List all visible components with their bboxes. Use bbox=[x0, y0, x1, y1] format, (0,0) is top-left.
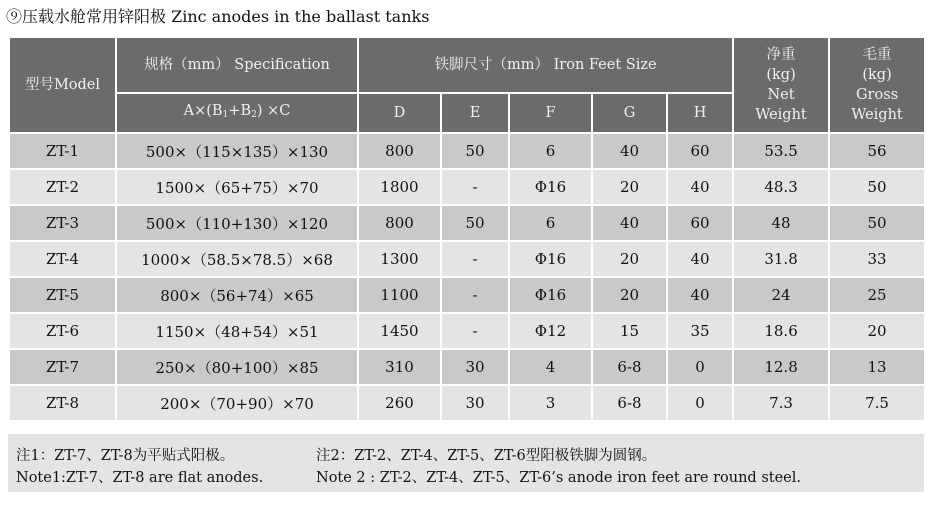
cell-g: 20 bbox=[592, 169, 667, 205]
cell-f: 6 bbox=[509, 205, 592, 241]
table-row bbox=[9, 241, 925, 277]
table-row bbox=[9, 385, 925, 421]
note-1-cn: 注1：ZT-7、ZT-8为平贴式阳极。 bbox=[16, 448, 235, 464]
cell-e: - bbox=[441, 277, 509, 313]
formula-part: ) ×C bbox=[256, 103, 291, 119]
page-title: ⑨压载水舱常用锌阳极 Zinc anodes in the ballast tanks bbox=[6, 7, 430, 26]
cell-g: 15 bbox=[592, 313, 667, 349]
formula-part: A×(B bbox=[183, 103, 223, 119]
cell-h: 0 bbox=[667, 385, 733, 421]
header-gross-weight bbox=[829, 37, 925, 133]
cell-gross-weight: 50 bbox=[829, 205, 925, 241]
cell-model: ZT-8 bbox=[9, 385, 116, 421]
header-gross-line: Weight bbox=[851, 107, 903, 123]
cell-e: - bbox=[441, 241, 509, 277]
header-gross-line: Gross bbox=[855, 87, 899, 103]
cell-model: ZT-2 bbox=[9, 169, 116, 205]
cell-gross-weight: 33 bbox=[829, 241, 925, 277]
header-col-g: G bbox=[592, 93, 667, 133]
cell-d: 1800 bbox=[358, 169, 441, 205]
cell-specification: 800×（56+74）×65 bbox=[116, 277, 358, 313]
formula-part: +B bbox=[228, 103, 252, 119]
header-net-line: Net bbox=[767, 87, 795, 103]
table-row bbox=[9, 313, 925, 349]
cell-specification: 200×（70+90）×70 bbox=[116, 385, 358, 421]
table-row bbox=[9, 205, 925, 241]
cell-f: Φ16 bbox=[509, 241, 592, 277]
cell-net-weight: 18.6 bbox=[733, 313, 829, 349]
cell-gross-weight: 25 bbox=[829, 277, 925, 313]
cell-net-weight: 48 bbox=[733, 205, 829, 241]
cell-e: 30 bbox=[441, 385, 509, 421]
cell-d: 800 bbox=[358, 133, 441, 169]
cell-net-weight: 53.5 bbox=[733, 133, 829, 169]
cell-e: 30 bbox=[441, 349, 509, 385]
cell-f: Φ16 bbox=[509, 277, 592, 313]
cell-net-weight: 24 bbox=[733, 277, 829, 313]
cell-h: 0 bbox=[667, 349, 733, 385]
cell-d: 1300 bbox=[358, 241, 441, 277]
header-iron-feet-size: 铁脚尺寸（mm） Iron Feet Size bbox=[358, 37, 733, 93]
header-net-weight bbox=[733, 37, 829, 133]
cell-specification: 1150×（48+54）×51 bbox=[116, 313, 358, 349]
formula-subscript: 1 bbox=[222, 110, 229, 120]
header-net-line: Weight bbox=[755, 107, 807, 123]
note-2-en: Note 2 : ZT-2、ZT-4、ZT-5、ZT-6’s anode iron feet are round steel. bbox=[316, 470, 801, 486]
cell-e: - bbox=[441, 169, 509, 205]
cell-d: 800 bbox=[358, 205, 441, 241]
note-2-cn: 注2：ZT-2、ZT-4、ZT-5、ZT-6型阳极铁脚为圆钢。 bbox=[316, 448, 657, 464]
cell-d: 260 bbox=[358, 385, 441, 421]
cell-specification: 500×（110+130）×120 bbox=[116, 205, 358, 241]
cell-f: 6 bbox=[509, 133, 592, 169]
cell-h: 40 bbox=[667, 241, 733, 277]
cell-gross-weight: 56 bbox=[829, 133, 925, 169]
cell-model: ZT-5 bbox=[9, 277, 116, 313]
table-row bbox=[9, 133, 925, 169]
cell-g: 6-8 bbox=[592, 349, 667, 385]
table-row bbox=[9, 349, 925, 385]
cell-h: 60 bbox=[667, 205, 733, 241]
cell-f: Φ12 bbox=[509, 313, 592, 349]
header-gross-line: (kg) bbox=[862, 67, 892, 83]
cell-model: ZT-6 bbox=[9, 313, 116, 349]
header-specification: 规格（mm） Specification bbox=[116, 37, 358, 93]
notes-panel bbox=[8, 434, 924, 492]
cell-model: ZT-1 bbox=[9, 133, 116, 169]
cell-h: 35 bbox=[667, 313, 733, 349]
cell-gross-weight: 7.5 bbox=[829, 385, 925, 421]
header-col-d: D bbox=[358, 93, 441, 133]
cell-net-weight: 12.8 bbox=[733, 349, 829, 385]
cell-g: 40 bbox=[592, 205, 667, 241]
cell-specification: 250×（80+100）×85 bbox=[116, 349, 358, 385]
formula-subscript: 2 bbox=[251, 110, 257, 120]
cell-g: 40 bbox=[592, 133, 667, 169]
cell-net-weight: 31.8 bbox=[733, 241, 829, 277]
cell-specification: 1000×（58.5×78.5）×68 bbox=[116, 241, 358, 277]
cell-d: 310 bbox=[358, 349, 441, 385]
cell-net-weight: 48.3 bbox=[733, 169, 829, 205]
cell-h: 40 bbox=[667, 277, 733, 313]
header-col-h: H bbox=[667, 93, 733, 133]
cell-e: - bbox=[441, 313, 509, 349]
cell-model: ZT-3 bbox=[9, 205, 116, 241]
cell-d: 1450 bbox=[358, 313, 441, 349]
table-row bbox=[9, 169, 925, 205]
cell-d: 1100 bbox=[358, 277, 441, 313]
cell-e: 50 bbox=[441, 133, 509, 169]
cell-h: 40 bbox=[667, 169, 733, 205]
cell-model: ZT-4 bbox=[9, 241, 116, 277]
cell-g: 20 bbox=[592, 277, 667, 313]
cell-f: 4 bbox=[509, 349, 592, 385]
note-1-en: Note1:ZT-7、ZT-8 are flat anodes. bbox=[16, 470, 264, 486]
cell-e: 50 bbox=[441, 205, 509, 241]
cell-net-weight: 7.3 bbox=[733, 385, 829, 421]
cell-g: 6-8 bbox=[592, 385, 667, 421]
cell-gross-weight: 13 bbox=[829, 349, 925, 385]
header-gross-line: 毛重 bbox=[862, 47, 892, 63]
header-col-f: F bbox=[509, 93, 592, 133]
cell-h: 60 bbox=[667, 133, 733, 169]
cell-gross-weight: 50 bbox=[829, 169, 925, 205]
cell-g: 20 bbox=[592, 241, 667, 277]
cell-gross-weight: 20 bbox=[829, 313, 925, 349]
cell-specification: 1500×（65+75）×70 bbox=[116, 169, 358, 205]
header-col-e: E bbox=[441, 93, 509, 133]
header-net-line: 净重 bbox=[766, 47, 796, 63]
table-row bbox=[9, 277, 925, 313]
header-net-line: (kg) bbox=[766, 67, 796, 83]
cell-f: 3 bbox=[509, 385, 592, 421]
cell-model: ZT-7 bbox=[9, 349, 116, 385]
cell-f: Φ16 bbox=[509, 169, 592, 205]
cell-specification: 500×（115×135）×130 bbox=[116, 133, 358, 169]
header-spec-formula bbox=[116, 93, 358, 133]
header-model: 型号Model bbox=[9, 37, 116, 133]
zinc-anode-spec-table bbox=[8, 36, 926, 422]
